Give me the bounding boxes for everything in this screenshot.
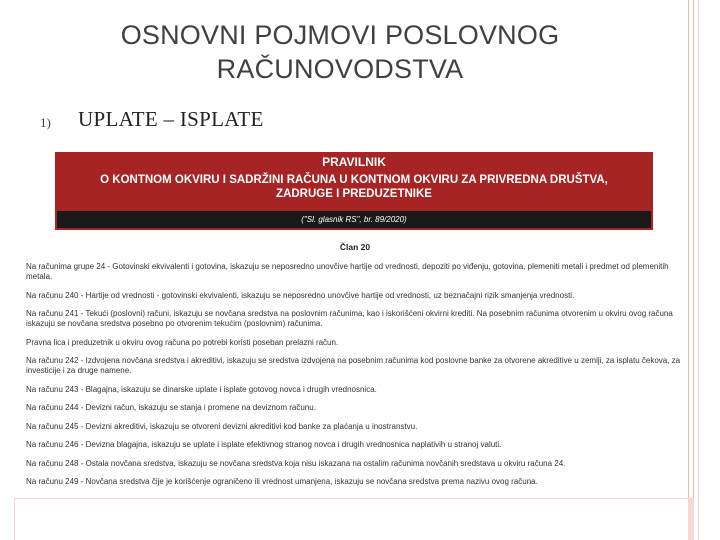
banner-line-1: O KONTNOM OKVIRU I SADRŽINI RAČUNA U KONTNOM OKVIRU ZA PRIVREDNA DRUŠTVA, [100,174,608,186]
slide-frame-right-outer [698,0,699,540]
article-paragraph: Na računu 240 - Hartije od vrednosti - gotovinski ekvivalenti, iskazuju se neposredno unovčive hartije od vrednosti, uz beznačajni rizik smanjenja vrednosti. [26,290,575,300]
article-paragraph: Pravna lica i preduzetnik u okviru ovog računa po potrebi koristi poseban prelazni račun. [26,337,339,347]
slide-title-line-2: RAČUNOVODSTVA [216,54,464,84]
article-paragraph: Na računu 248 - Ostala novčana sredstva, iskazuju se novčana sredstva koja nisu iskazana na ostalim računima novčanih sredstava u okviru računa 24. [26,458,566,468]
article-paragraph: Na računu 244 - Devizni račun, iskazuju se stanja i promene na deviznom računu. [26,403,316,412]
banner-heading: PRAVILNIK [322,155,386,169]
slide-title [60,18,620,86]
article-paragraph: Na računu 243 - Blagajna, iskazuju se dinarske uplate i isplate gotovog novca i drugih vrednosnica. [26,384,377,394]
article-body [26,262,686,496]
article-paragraph: Na računu 245 - Devizni akreditivi, iskazuju se otvoreni devizni akreditivi kod banke za plaćanja u inostranstvu. [26,421,418,431]
regulation-banner [55,152,653,230]
bullet-number: 1) [40,115,51,130]
slide-frame-right [688,0,694,540]
article-paragraph: Na računu 249 - Novčana sredstva čije je korišćenje ograničeno ili vrednost umanjena, iskazuju se novčana sredstva prema nazivu ovog računa. [26,477,538,486]
slide-frame-corner [688,498,694,540]
article-paragraph: Na računu 242 - Izdvojena novčana sredstva i akreditivi, iskazuju se sredstva izdvojena na posebnim računima kod poslovne banke za otvorene akreditive u zemlji, za isplatu čekova, za investicije i za druge namene. [26,356,681,375]
article-paragraph: Na računu 246 - Devizna blagajna, iskazuju se uplate i isplate efektivnog stranog novca i drugih vrednosnica naplativih u stranoj valuti. [26,440,502,449]
slide-frame-bottom [14,498,690,499]
slide-frame-left [14,498,15,540]
bullet-text: UPLATE – ISPLATE [78,107,264,131]
article-paragraph: Na računu 241 - Tekući (poslovni) računi, iskazuju se novčana sredstva na poslovnim računima, kao i iskorišćeni okvirni krediti. Na posebnim računima otvorenim u okviru ovog računa iskazuju se novčana sredstva posebno po otvorenim tekućim (poslovnim) računima. [26,309,673,328]
banner-source: ("Sl. glasnik RS", br. 89/2020) [57,211,651,228]
banner-line-2: ZADRUGE I PREDUZETNIKE [276,188,432,200]
article-paragraph: Na računima grupe 24 - Gotovinski ekvivalenti i gotovina, iskazuju se neposredno unovčive hartije od vrednosti, depoziti po viđenju, gotovina, plemeniti metali i predmet od plemenitih metala. [26,262,669,281]
slide-title-line-1: OSNOVNI POJMOVI POSLOVNOG [120,20,560,50]
article-heading: Član 20 [339,242,371,252]
